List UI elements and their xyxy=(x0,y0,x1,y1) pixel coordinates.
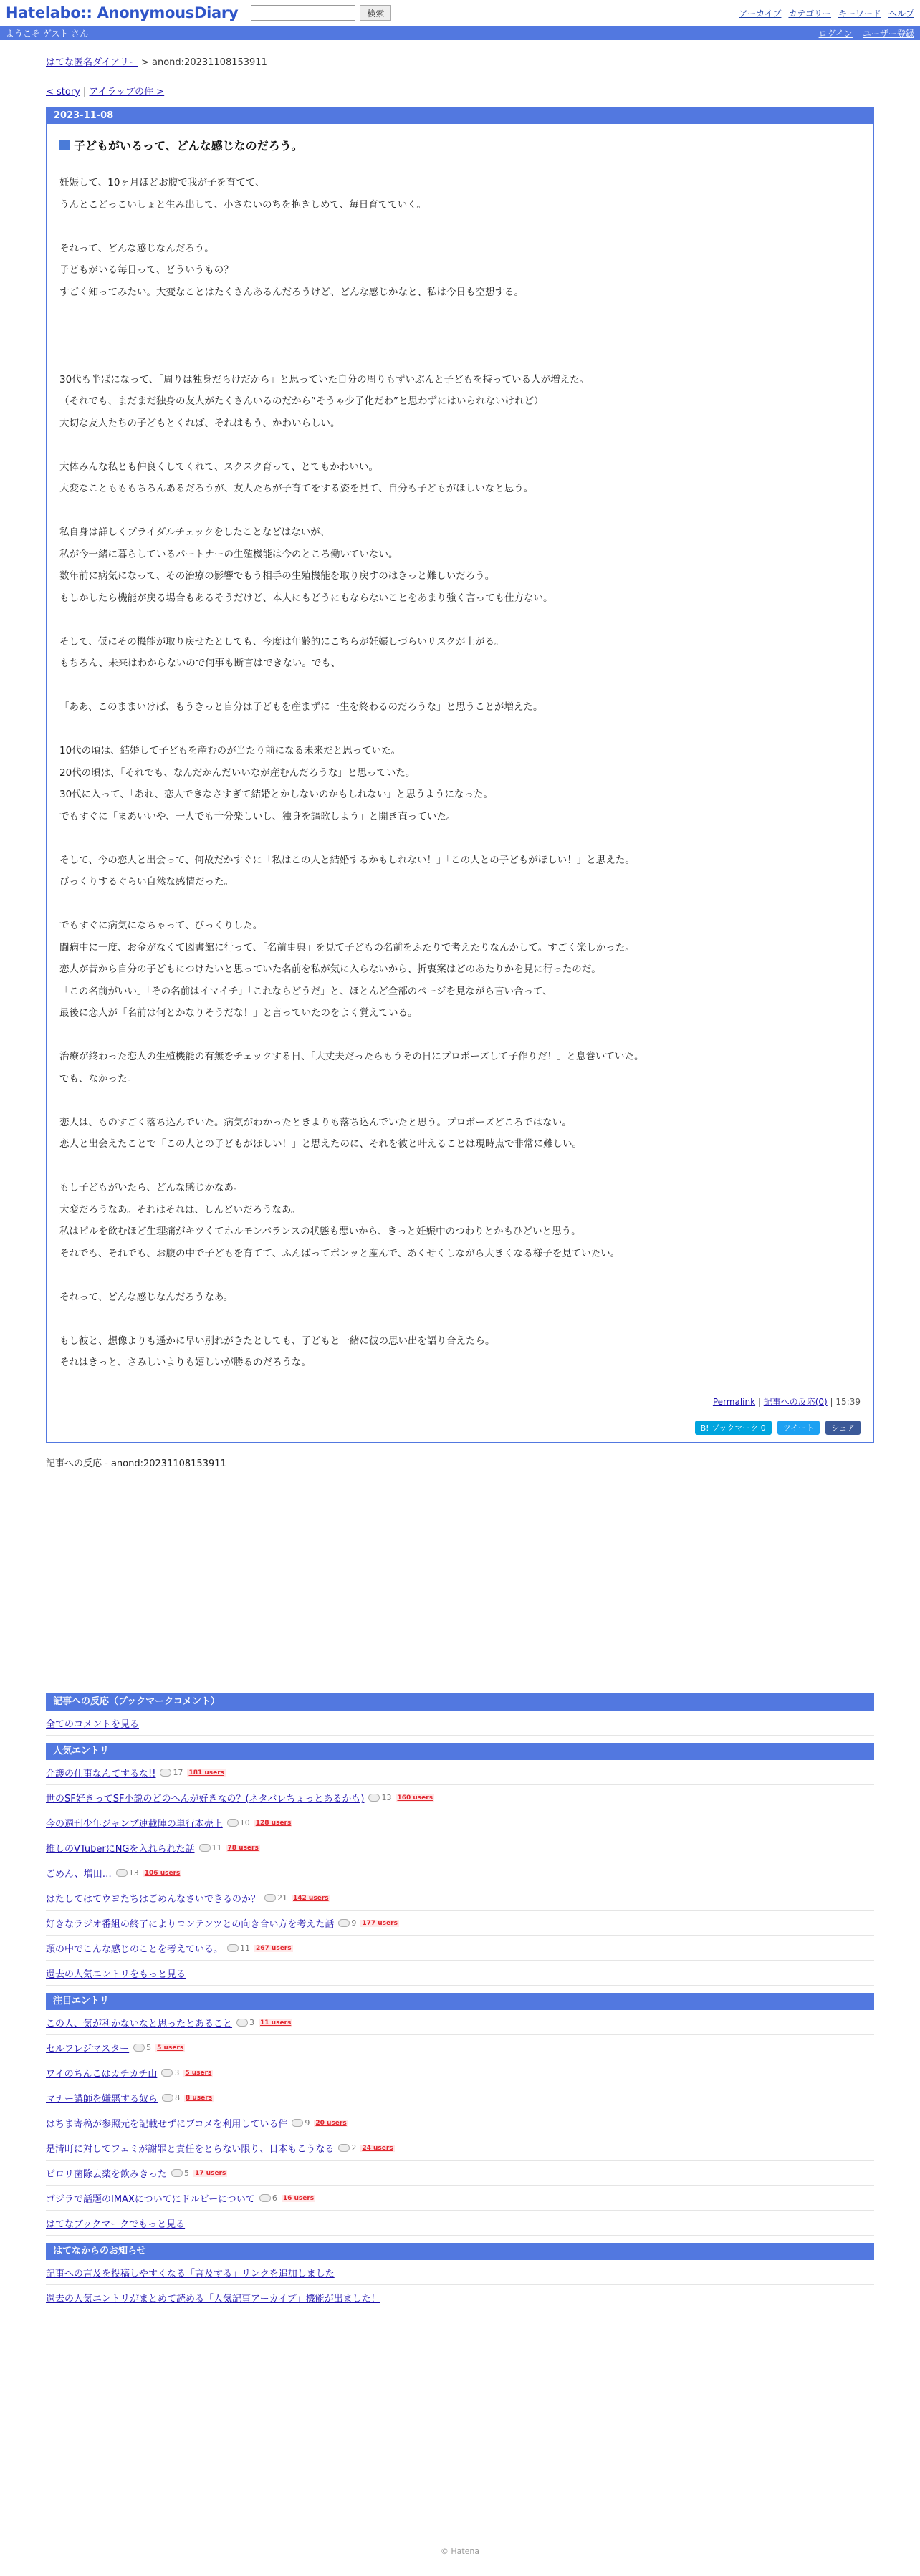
share-buttons xyxy=(59,1421,861,1435)
article-line: 闘病中に一度、お金がなくて図書館に行って、「名前事典」を見て子どもの名前をふたりで考えたりなんかして。すごく楽しかった。 xyxy=(59,941,635,953)
article-line: でもすぐに「まあいいや、一人でも十分楽しいし、独身を謳歌しよう」と開き直っていた。 xyxy=(59,810,456,822)
article-body xyxy=(59,172,861,1374)
comment-count xyxy=(162,2093,180,2102)
entry-nav xyxy=(46,84,874,97)
article-paragraph xyxy=(59,1177,861,1264)
entry-row xyxy=(46,2135,874,2161)
article-line: 20代の頃は、「それでも、なんだかんだいいなが産むんだろうな」と思っていた。 xyxy=(59,766,416,779)
bookmark-users-badge[interactable]: 16 users xyxy=(282,2194,315,2202)
article-line: 「この名前がいい」「その名前はイマイチ」「これならどうだ」と、ほとんど全部のページを見ながら言い合って、 xyxy=(59,985,552,997)
article-paragraph xyxy=(59,456,861,500)
comment-bubble-icon xyxy=(171,2169,183,2177)
bookmark-users-badge[interactable]: 78 users xyxy=(227,1844,259,1852)
article-paragraph xyxy=(59,631,861,675)
article-line: 私が今一緒に暮らしているパートナーの生殖機能は今のところ働いていない。 xyxy=(59,548,398,560)
article-title-row xyxy=(59,137,861,153)
comment-count-value: 17 xyxy=(173,1768,183,1777)
article-line: もちろん、未来はわからないので何事も断言はできない。でも、 xyxy=(59,658,341,669)
bookmark-comments-header: 記事への反応（ブックマークコメント） xyxy=(46,1693,874,1711)
reactions-header: 記事への反応 - anond:20231108153911 xyxy=(46,1456,874,1471)
breadcrumb-current: anond:20231108153911 xyxy=(152,57,267,68)
article-line: 私はピルを飲むほど生理痛がキツくてホルモンバランスの状態も悪いから、きっと妊娠中のつわりとかもひどいと思う。 xyxy=(59,1226,581,1237)
comment-bubble-icon xyxy=(227,1819,239,1827)
article-paragraph xyxy=(59,325,861,347)
comment-count-value: 2 xyxy=(351,2143,357,2153)
comment-bubble-icon xyxy=(236,2019,248,2027)
entry-link[interactable]: 是清町に対してフェミが謝罪と責任をとらない限り、日本もこうなる xyxy=(46,2144,335,2155)
article-line: それって、どんな感じなんだろうなあ。 xyxy=(59,1291,234,1303)
comment-count-value: 9 xyxy=(305,2118,310,2128)
news-link[interactable]: 記事への言及を投稿しやすくなる「言及する」リンクを追加しました xyxy=(46,2269,335,2279)
article-line: 恋人が昔から自分の子どもにつけたいと思っていた名前を私が気に入らないから、折衷案はどのあたりかを見に行ったのだ。 xyxy=(59,963,601,975)
article-line: それでも、それでも、お腹の中で子どもを育てて、ふんばってポンッと産んで、あくせくしながら大きくなる様子を見ていたい。 xyxy=(59,1247,620,1259)
article-paragraph xyxy=(59,1287,861,1309)
article-line: そして、仮にその機能が取り戻せたとしても、今度は年齢的にこちらが妊娠しづらいリスクが上がる。 xyxy=(59,635,504,648)
entry-row xyxy=(46,2035,874,2060)
news-header: はてなからのお知らせ xyxy=(46,2243,874,2260)
bookmark-button[interactable]: B! ブックマーク 0 xyxy=(695,1421,772,1435)
prev-entry-link[interactable]: < story xyxy=(46,87,80,97)
entry-row xyxy=(46,2161,874,2186)
comment-count xyxy=(236,2018,254,2027)
article-paragraph xyxy=(59,172,861,216)
comment-bubble-icon xyxy=(292,2119,303,2127)
bookmark-users-badge[interactable]: 8 users xyxy=(186,2094,213,2102)
keyword-link[interactable]: キーワード xyxy=(838,9,881,19)
article-line: でも、なかった。 xyxy=(59,1072,137,1085)
section-footer: Permalink | 記事への反応(0) | 15:39 xyxy=(712,1397,861,1407)
article-line: 大体みんな私とも仲良くしてくれて、スクスク育って、とてもかわいい。 xyxy=(59,461,378,473)
article-line: （それでも、まだまだ独身の友人がたくさんいるのだから”そうゃ少子化だわ”と思わずにはいられないけれど） xyxy=(59,395,544,407)
comment-bubble-icon xyxy=(160,1769,171,1777)
article-line: それって、どんな感じなんだろう。 xyxy=(59,242,214,254)
article-line: 「ああ、このままいけば、もうきっと自分は子どもを産まずに一生を終わるのだろうな」と思うことが増えた。 xyxy=(59,701,543,713)
article-paragraph xyxy=(59,740,861,827)
comment-count-value: 13 xyxy=(128,1868,139,1878)
comment-count-value: 13 xyxy=(381,1793,392,1802)
notable-header: 注目エントリ xyxy=(46,1993,874,2010)
register-link[interactable]: ユーザー登録 xyxy=(862,28,914,39)
entry-row xyxy=(46,2010,874,2035)
comment-count-value: 5 xyxy=(146,2043,152,2052)
article-line: 数年前に病気になって、その治療の影響でもう相手の生殖機能を取り戻すのはきっと難しいだろう。 xyxy=(59,570,495,582)
entry-link[interactable]: ゴジラで話題のIMAXについてにドルビーについて xyxy=(46,2194,255,2205)
entry-link[interactable]: ワイのちんこはカチカチ山 xyxy=(46,2069,158,2080)
comment-count xyxy=(368,1793,391,1802)
search-button[interactable]: 検索 xyxy=(360,5,391,21)
facebook-share-button[interactable]: シェア xyxy=(825,1421,861,1435)
welcome-text: ようこそ ゲスト さん xyxy=(6,28,89,39)
entry-link[interactable]: 好きなラジオ番組の終了によりコンテンツとの向き合い方を考えた話 xyxy=(46,1919,335,1930)
ad-space xyxy=(46,1471,874,1686)
bookmark-users-badge[interactable]: 160 users xyxy=(397,1794,433,1802)
article-line: それはきっと、さみしいよりも嬉しいが勝るのだろうな。 xyxy=(59,1357,311,1368)
entry-row xyxy=(46,1936,874,1961)
comment-bubble-icon xyxy=(338,1919,350,1927)
article-line: 私自身は詳しくブライダルチェックをしたことなどはないが、 xyxy=(59,527,330,538)
entry-row xyxy=(46,1760,874,1785)
article-line: もし子どもがいたら、どんな感じかなあ。 xyxy=(59,1182,243,1193)
user-bar xyxy=(0,26,920,40)
article-paragraph xyxy=(59,1330,861,1374)
breadcrumb-separator: > xyxy=(138,57,153,68)
article-paragraph xyxy=(59,522,861,609)
comment-count xyxy=(338,2143,356,2153)
all-comments-row xyxy=(46,1711,874,1736)
popular-header: 人気エントリ xyxy=(46,1743,874,1760)
popular-more-row xyxy=(46,1961,874,1986)
comment-count xyxy=(292,2118,310,2128)
entry-row xyxy=(46,1785,874,1810)
comment-bubble-icon xyxy=(368,1794,380,1802)
entry-row xyxy=(46,2085,874,2110)
article-line: でもすぐに病気になちゃって、びっくりした。 xyxy=(59,920,263,931)
entry-link[interactable]: この人、気が利かないなと思ったとあること xyxy=(46,2019,233,2029)
bookmark-users-badge[interactable]: 106 users xyxy=(144,1869,181,1877)
nav-separator: | xyxy=(80,87,90,97)
article-line: 恋人は、ものすごく落ち込んでいた。病気がわかったときよりも落ち込んでいたと思う。プロポーズどころではない。 xyxy=(59,1116,572,1128)
comment-count-value: 3 xyxy=(249,2018,255,2027)
article-paragraph xyxy=(59,850,861,893)
article-line: 30代に入って、「あれ、恋人できなさすぎて結婚とかしないのかもしれない」と思うようになった。 xyxy=(59,789,493,800)
bookmark-users-badge[interactable]: 24 users xyxy=(362,2144,393,2152)
article-line: びっくりするぐらい自然な感情だった。 xyxy=(59,876,234,888)
comment-bubble-icon xyxy=(161,2069,173,2077)
bookmark-users-badge[interactable]: 177 users xyxy=(362,1919,398,1927)
bookmark-users-badge[interactable]: 181 users xyxy=(188,1769,225,1777)
article-line: すごく知ってみたい。大変なことはたくさんあるんだろうけど、どんな感じかなと、私は今日も空想する。 xyxy=(59,286,524,298)
news-item xyxy=(46,2285,874,2310)
entry-link[interactable]: セルフレジマスター xyxy=(46,2044,130,2054)
article-section xyxy=(47,124,873,1442)
top-bar xyxy=(0,0,920,26)
comment-count-value: 3 xyxy=(174,2068,180,2077)
comment-bubble-icon xyxy=(116,1869,128,1877)
comment-bubble-icon xyxy=(227,1944,239,1952)
entry-row xyxy=(46,1885,874,1911)
article-line: もしかしたら機能が戻る場合もあるそうだけど、本人にもどうにもならないことをあまり強く言っても仕方ない。 xyxy=(59,592,553,604)
comment-count xyxy=(227,1818,250,1827)
article-line: 大切な友人たちの子どもとくれば、それはもう、かわいらしい。 xyxy=(59,417,340,429)
comment-count xyxy=(227,1943,250,1953)
article-line: 10代の頃は、結婚して子どもを産むのが当たり前になる未来だと思っていた。 xyxy=(59,745,401,756)
top-links xyxy=(739,7,914,19)
category-link[interactable]: カテゴリー xyxy=(788,9,831,19)
article-line: 恋人と出会えたことで「この人との子どもがほしい！」と思えたのに、それを彼と叶えることは現時点で非常に難しい。 xyxy=(59,1138,582,1150)
article-paragraph xyxy=(59,369,861,435)
comment-count xyxy=(116,1868,139,1878)
article-line: もし彼と、想像よりも遥かに早い別れがきたとしても、子どもと一緒に彼の思い出を語り合えたら。 xyxy=(59,1335,495,1347)
notable-list xyxy=(46,2010,874,2211)
comment-bubble-icon xyxy=(162,2094,173,2102)
next-entry-link[interactable]: アイラップの件 > xyxy=(89,87,165,97)
article-paragraph xyxy=(59,915,861,1024)
comment-count-value: 11 xyxy=(240,1943,251,1953)
reaction-link[interactable]: 記事への反応(0) xyxy=(763,1397,828,1407)
search-input[interactable] xyxy=(251,5,355,21)
main-content xyxy=(46,40,874,2556)
bookmark-users-badge[interactable]: 5 users xyxy=(185,2069,212,2077)
archive-link[interactable]: アーカイブ xyxy=(739,9,782,19)
article-line: そして、今の恋人と出会って、何故だかすぐに「私はこの人と結婚するかもしれない！」「この人との子どもがほしい！」と思えた。 xyxy=(59,854,635,866)
article-line: 妊娠して、10ヶ月ほどお腹で我が子を育てて、 xyxy=(59,177,265,188)
article-line: 30代も半ばになって、「周りは独身だらけだから」と思っていた自分の周りもずいぶんと子どもを持っている人が増えた。 xyxy=(59,373,590,385)
article-line: 最後に恋人が「名前は何とかなりそうだな！」と言っていたのをよく覚えている。 xyxy=(59,1007,418,1019)
article-paragraph xyxy=(59,238,861,304)
article-line: うんとこどっこいしょと生み出して、小さないのちを抱きしめて、毎日育てていく。 xyxy=(59,198,426,211)
login-link[interactable]: ログイン xyxy=(818,28,853,39)
popular-list xyxy=(46,1760,874,1961)
comment-count xyxy=(259,2193,277,2203)
help-link[interactable]: ヘルプ xyxy=(888,9,914,19)
notable-more-row xyxy=(46,2211,874,2236)
news-link[interactable]: 過去の人気エントリがまとめて読める「人気記事アーカイブ」機能が出ました！ xyxy=(46,2294,380,2305)
comment-count xyxy=(133,2043,151,2052)
bookmark-users-badge[interactable]: 128 users xyxy=(255,1819,292,1827)
comment-bubble-icon xyxy=(259,2194,271,2202)
entry-row xyxy=(46,2110,874,2135)
comment-bubble-icon xyxy=(264,1894,276,1902)
comment-count-value: 9 xyxy=(351,1918,357,1928)
comment-count xyxy=(338,1918,356,1928)
entry-link[interactable]: 介護の仕事なんてするな!! xyxy=(46,1769,156,1779)
comment-count-value: 10 xyxy=(239,1818,250,1827)
comment-count xyxy=(161,2068,179,2077)
entry-row xyxy=(46,1860,874,1885)
bookmark-users-badge[interactable]: 20 users xyxy=(315,2119,347,2127)
comment-count-value: 5 xyxy=(184,2168,190,2178)
entry-link[interactable]: ごめん、増田… xyxy=(46,1869,112,1880)
permalink[interactable]: Permalink xyxy=(712,1397,756,1407)
breadcrumb-root[interactable]: はてな匿名ダイアリー xyxy=(46,57,138,68)
article-title: 子どもがいるって、どんな感じなのだろう。 xyxy=(74,139,303,153)
entry-row xyxy=(46,2060,874,2085)
day-date: 2023-11-08 xyxy=(47,108,873,124)
entry-row xyxy=(46,1911,874,1936)
entry-link[interactable]: はたしてはてウヨたちはごめんなさいできるのか？ xyxy=(46,1894,261,1905)
comment-count xyxy=(199,1843,222,1852)
bookmark-users-badge[interactable]: 267 users xyxy=(256,1944,292,1952)
comment-bubble-icon xyxy=(199,1844,211,1852)
entry-link[interactable]: ピロリ菌除去薬を飲みきった xyxy=(46,2169,168,2180)
all-comments-link[interactable]: 全てのコメントを見る xyxy=(46,1719,140,1730)
bookmark-users-badge[interactable]: 17 users xyxy=(195,2169,226,2177)
comment-bubble-icon xyxy=(133,2044,145,2052)
comment-count-value: 6 xyxy=(272,2193,277,2203)
comment-count xyxy=(264,1893,287,1903)
article-line: 大変なこともももちろんあるだろうが、友人たちが子育てをする姿を見て、自分も子どもがほしいなと思う。 xyxy=(59,483,534,494)
article-paragraph xyxy=(59,696,861,719)
entry-link[interactable]: 世のSF好きってSF小説のどのへんが好きなの？(ネタバレちょっとあるかも) xyxy=(46,1794,365,1804)
square-icon xyxy=(59,140,70,150)
comment-count-value: 11 xyxy=(211,1843,222,1852)
entry-link[interactable]: 頭の中でこんな感じのことを考えている。 xyxy=(46,1944,224,1955)
site-logo[interactable]: Hatelabo:: AnonymousDiary xyxy=(6,4,239,21)
entry-link[interactable]: 今の週刊少年ジャンプ連載陣の単行本売上 xyxy=(46,1819,223,1830)
notable-more-link[interactable]: はてなブックマークでもっと見る xyxy=(46,2219,186,2230)
comment-count xyxy=(171,2168,189,2178)
article-paragraph xyxy=(59,1112,861,1155)
popular-more-link[interactable]: 過去の人気エントリをもっと見る xyxy=(46,1969,186,1980)
entry-link[interactable]: マナー講師を嫌悪する奴ら xyxy=(46,2094,158,2105)
footer: © Hatena xyxy=(440,2547,480,2556)
post-time: 15:39 xyxy=(835,1397,861,1407)
entry-link[interactable]: はちま寄稿が参照元を記載せずにブコメを利用している件 xyxy=(46,2119,288,2130)
bookmark-users-badge[interactable]: 5 users xyxy=(157,2044,184,2052)
article-line: 治療が終わった恋人の生殖機能の有無をチェックする日、「大丈夫だったらもうその日にプロポーズして子作りだ！」と息巻いていた。 xyxy=(59,1051,644,1062)
entry-row xyxy=(46,1835,874,1860)
breadcrumb xyxy=(46,54,874,68)
bookmark-users-badge[interactable]: 142 users xyxy=(293,1894,329,1902)
article-line xyxy=(59,325,861,347)
comment-count-value: 21 xyxy=(277,1893,288,1903)
entry-link[interactable]: 推しのVTuberにNGを入れられた話 xyxy=(46,1844,195,1855)
bookmark-users-badge[interactable]: 11 users xyxy=(260,2019,292,2027)
news-item xyxy=(46,2260,874,2285)
article-line: 大変だろうなあ。それはそれは、しんどいだろうなあ。 xyxy=(59,1203,301,1216)
article-paragraph xyxy=(59,1046,861,1090)
comment-count-value: 8 xyxy=(175,2093,181,2102)
entry-row xyxy=(46,2186,874,2211)
comment-bubble-icon xyxy=(338,2144,350,2152)
comment-count xyxy=(160,1768,183,1777)
article-line: 子どもがいる毎日って、どういうもの？ xyxy=(59,264,234,276)
entry-row xyxy=(46,1810,874,1835)
day-box xyxy=(46,107,874,1443)
tweet-button[interactable]: ツイート xyxy=(777,1421,820,1435)
